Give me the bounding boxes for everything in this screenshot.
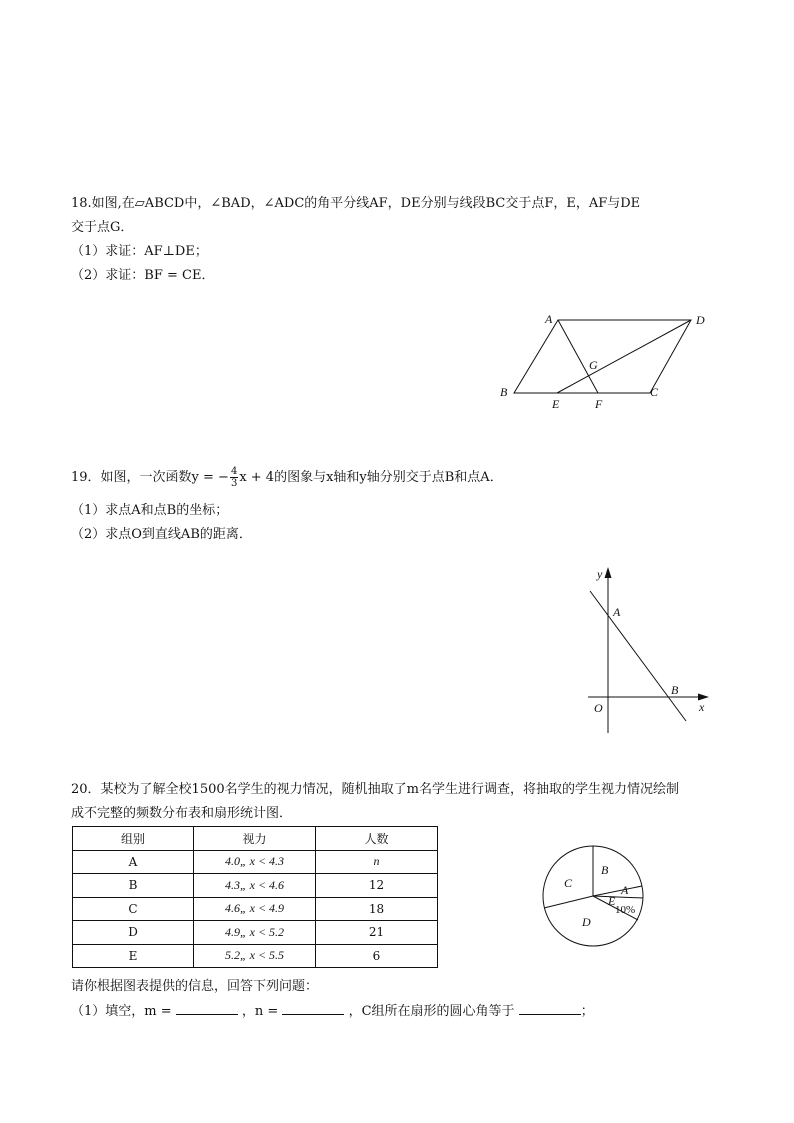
cell-count: 18	[316, 897, 438, 921]
pie-label-d: D	[582, 915, 591, 929]
label-y: y	[597, 567, 603, 581]
fraction	[230, 466, 238, 489]
line-ab	[590, 591, 686, 721]
cell-count: 6	[316, 944, 438, 968]
cell-count: n	[316, 850, 438, 874]
label-g: G	[589, 358, 598, 372]
pie-label-e: E	[608, 894, 616, 908]
label-b: B	[500, 385, 508, 399]
parallelogram-abcd	[514, 320, 691, 393]
q18-part2: （2）求证：BF = CE．	[71, 268, 215, 283]
cell-group: A	[73, 850, 194, 874]
label-e: E	[552, 397, 560, 411]
pie-label-percent: 10%	[615, 904, 636, 916]
table-row	[73, 874, 438, 898]
table-row	[73, 944, 438, 968]
table-row	[73, 850, 438, 874]
label-d: D	[696, 313, 705, 327]
q18-line1: 18.如图,在▱ABCD中，∠BAD，∠ADC的角平分线AF，DE分别与线段BC交于点F，E，AF与DE	[71, 196, 641, 211]
pie-divider-d-c	[544, 896, 593, 908]
pie-divider-a-e	[593, 896, 643, 898]
blank-n[interactable]	[282, 1002, 344, 1015]
coordinate-figure	[580, 563, 720, 738]
fill-label-m: （1）填空，m =	[71, 1004, 172, 1019]
label-a: A	[613, 605, 621, 619]
pie-chart	[538, 842, 648, 952]
q19-part2: （2）求点O到直线AB的距离．	[71, 527, 252, 542]
header-count: 人数	[316, 827, 438, 851]
frequency-table	[72, 826, 438, 968]
pie-label-c: C	[564, 876, 573, 890]
q19-prefix: 19．如图，一次函数y = −	[71, 470, 229, 485]
cell-vision: 5.2„ x < 5.5	[194, 944, 316, 968]
table-row	[73, 921, 438, 945]
fill-label-n: ，n =	[241, 1004, 279, 1019]
fill-label-angle: ，C组所在扇形的圆心角等于	[348, 1004, 515, 1019]
pie-label-a: A	[621, 883, 629, 897]
q20-fill-line	[71, 1002, 594, 1021]
q18-part1: （1）求证：AF⊥DE；	[71, 244, 208, 259]
q20-line2: 成不完整的频数分布表和扇形统计图．	[71, 806, 293, 821]
label-o: O	[594, 701, 603, 715]
y-axis-arrow	[605, 567, 612, 578]
label-f: F	[595, 397, 603, 411]
blank-angle[interactable]	[519, 1002, 581, 1015]
q19-suffix: x + 4的图象与x轴和y轴分别交于点B和点A．	[239, 470, 503, 485]
parallelogram-figure	[490, 305, 720, 415]
q19-part1: （1）求点A和点B的坐标；	[71, 503, 229, 518]
label-c: C	[650, 385, 659, 399]
cell-group: E	[73, 944, 194, 968]
fill-end: ；	[580, 1004, 594, 1019]
pie-divider-b-a	[593, 886, 642, 896]
cell-vision: 4.3„ x < 4.6	[194, 874, 316, 898]
cell-group: C	[73, 897, 194, 921]
cell-vision: 4.6„ x < 4.9	[194, 897, 316, 921]
fraction-denominator: 3	[230, 478, 238, 489]
label-x: x	[699, 700, 705, 714]
header-group: 组别	[73, 827, 194, 851]
blank-m[interactable]	[176, 1002, 238, 1015]
cell-group: B	[73, 874, 194, 898]
q20-prompt: 请你根据图表提供的信息，回答下列问题：	[71, 979, 319, 994]
table-header-row	[73, 827, 438, 851]
pie-label-b: B	[601, 863, 609, 877]
cell-group: D	[73, 921, 194, 945]
table-row	[73, 897, 438, 921]
label-a: A	[545, 312, 553, 326]
cell-vision: 4.9„ x < 5.2	[194, 921, 316, 945]
header-vision: 视力	[194, 827, 316, 851]
cell-vision: 4.0„ x < 4.3	[194, 850, 316, 874]
cell-count: 12	[316, 874, 438, 898]
label-b: B	[671, 683, 679, 697]
cell-count: 21	[316, 921, 438, 945]
q18-line2: 交于点G．	[71, 220, 134, 235]
q20-line1: 20．某校为了解全校1500名学生的视力情况，随机抽取了m名学生进行调查，将抽取的学生视力情况绘制	[71, 782, 679, 797]
q19-stem	[71, 466, 503, 489]
fraction-numerator: 4	[230, 466, 238, 477]
